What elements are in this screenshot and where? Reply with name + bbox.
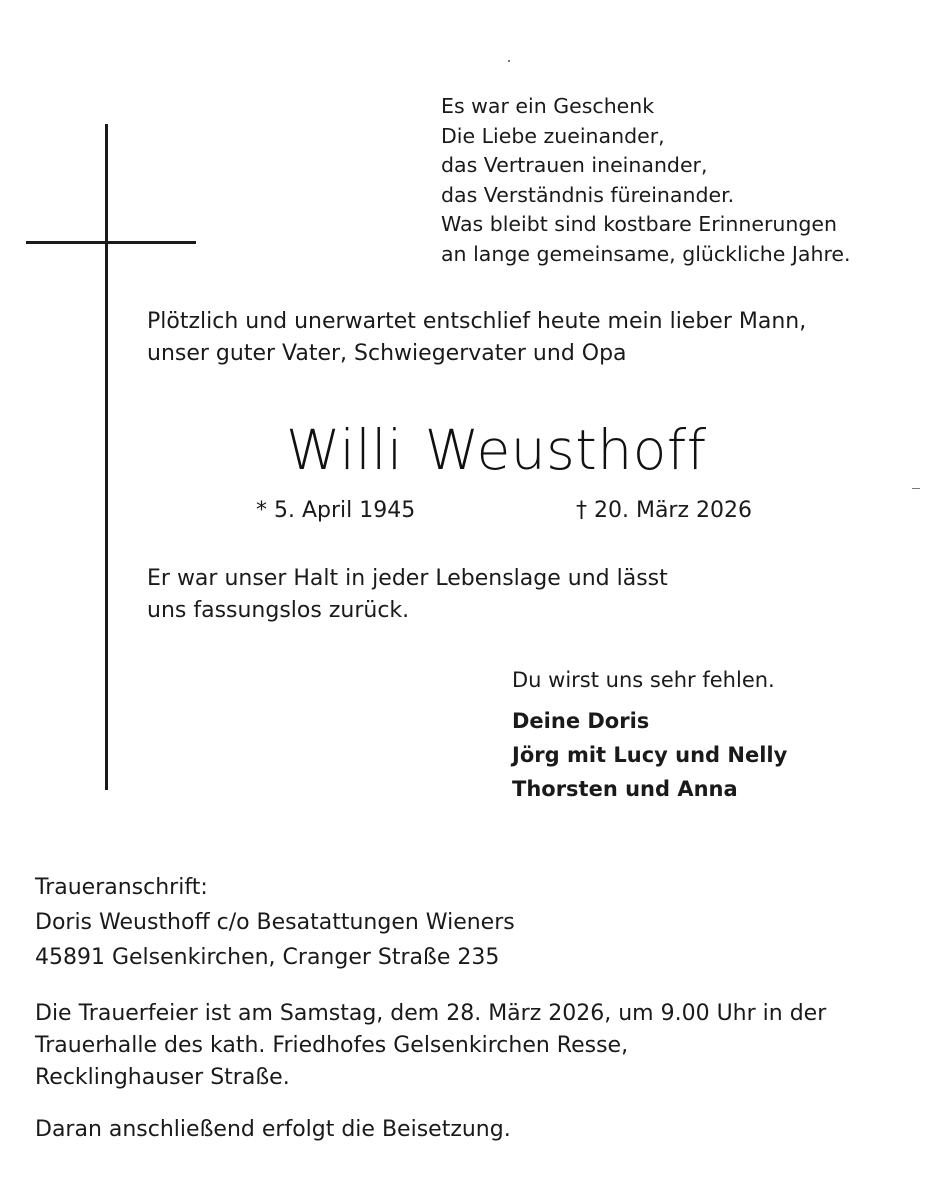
deceased-name (286, 418, 707, 482)
poem-line: das Verständnis füreinander. (441, 182, 735, 207)
mourning-address (35, 870, 515, 975)
tribute-line: uns fassungslos zurück. (147, 598, 410, 623)
address-label: Traueranschrift: (35, 875, 208, 900)
cross-vertical-bar (105, 124, 108, 790)
ceremony-line: Die Trauerfeier ist am Samstag, dem 28. März 2026, um 9.00 Uhr in der (35, 1001, 827, 1026)
burial-info: Daran anschließend erfolgt die Beisetzung. (35, 1117, 511, 1142)
deceased-first-name: Willi (286, 418, 403, 482)
announcement-intro (147, 306, 806, 370)
farewell-text: Du wirst uns sehr fehlen. (512, 668, 775, 692)
deceased-last-name: Weusthoff (424, 418, 707, 482)
ceremony-line: Recklinghauser Straße. (35, 1065, 290, 1090)
mourner: Deine Doris (512, 709, 650, 733)
intro-line: Plötzlich und unerwartet entschlief heute mein lieber Mann, (147, 309, 807, 334)
death-date: † 20. März 2026 (576, 498, 753, 523)
mourner: Thorsten und Anna (512, 777, 738, 801)
ceremony-info (35, 998, 826, 1094)
poem (441, 92, 851, 269)
mourner: Jörg mit Lucy und Nelly (512, 743, 788, 767)
scan-speck (912, 488, 920, 489)
scan-speck (508, 60, 510, 62)
poem-line: Was bleibt sind kostbare Erinnerungen (441, 212, 837, 236)
poem-line: an lange gemeinsame, glückliche Jahre. (441, 241, 851, 266)
ceremony-line: Trauerhalle des kath. Friedhofes Gelsenkirchen Resse, (35, 1033, 629, 1058)
tribute-text (147, 563, 668, 627)
address-line: Doris Weusthoff c/o Besatattungen Wieners (35, 910, 515, 935)
poem-line: Die Liebe zueinander, (441, 123, 665, 148)
mourners-list (512, 704, 787, 806)
poem-line: Es war ein Geschenk (441, 94, 655, 118)
birth-date: * 5. April 1945 (256, 498, 416, 523)
poem-line: das Vertrauen ineinander, (441, 153, 708, 177)
address-line: 45891 Gelsenkirchen, Cranger Straße 235 (35, 945, 500, 970)
intro-line: unser guter Vater, Schwiegervater und Opa (147, 341, 627, 366)
cross-horizontal-bar (26, 241, 196, 244)
tribute-line: Er war unser Halt in jeder Lebenslage und lässt (147, 566, 668, 591)
